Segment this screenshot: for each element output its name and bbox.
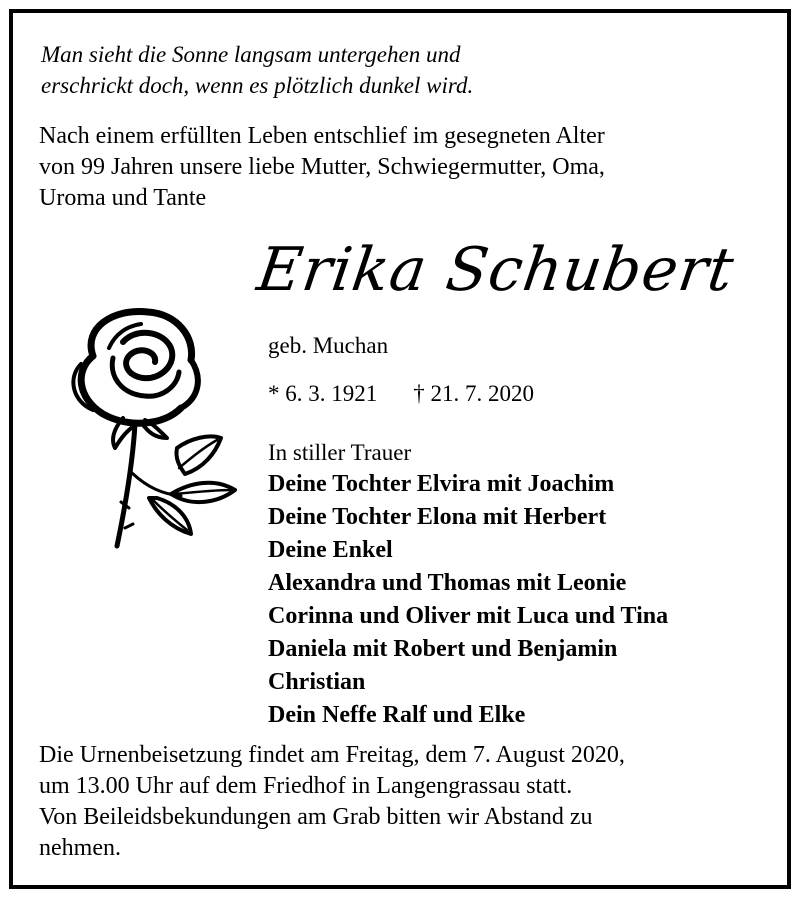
mourner-line: Dein Neffe Ralf und Elke (268, 702, 526, 728)
mourner-line: Deine Enkel (268, 537, 393, 563)
mourner-line: Alexandra und Thomas mit Leonie (268, 570, 627, 596)
mourners-list (268, 468, 668, 732)
obituary-frame (9, 9, 791, 889)
funeral-notice (39, 740, 784, 864)
intro-line: Nach einem erfüllten Leben entschlief im gesegneten Alter (39, 123, 605, 149)
mourner-line: Daniela mit Robert und Benjamin (268, 636, 618, 662)
maiden-name: geb. Muchan (268, 333, 389, 358)
motto (41, 39, 741, 101)
death-date: † 21. 7. 2020 (413, 381, 534, 406)
motto-line: erschrickt doch, wenn es plötzlich dunkel wird. (41, 73, 474, 98)
funeral-line: Von Beileidsbekundungen am Grab bitten wir Abstand zu (39, 804, 593, 830)
intro-line: Uroma und Tante (39, 185, 207, 211)
motto-line: Man sieht die Sonne langsam untergehen und (41, 42, 461, 67)
mourner-line: Corinna und Oliver mit Luca und Tina (268, 603, 669, 629)
birth-date: * 6. 3. 1921 (268, 381, 378, 406)
deceased-name: Erika Schubert (253, 235, 739, 305)
rose-icon (53, 298, 243, 558)
funeral-line: nehmen. (39, 835, 121, 861)
life-dates (268, 379, 534, 409)
mourner-line: Deine Tochter Elvira mit Joachim (268, 471, 615, 497)
mourning-heading: In stiller Trauer (268, 440, 412, 465)
intro-line: von 99 Jahren unsere liebe Mutter, Schwiegermutter, Oma, (39, 154, 605, 180)
funeral-line: Die Urnenbeisetzung findet am Freitag, dem 7. August 2020, (39, 742, 625, 768)
mourner-line: Christian (268, 669, 366, 695)
funeral-line: um 13.00 Uhr auf dem Friedhof in Langengrassau statt. (39, 773, 573, 799)
mourner-line: Deine Tochter Elona mit Herbert (268, 504, 607, 530)
intro-text (39, 121, 779, 214)
